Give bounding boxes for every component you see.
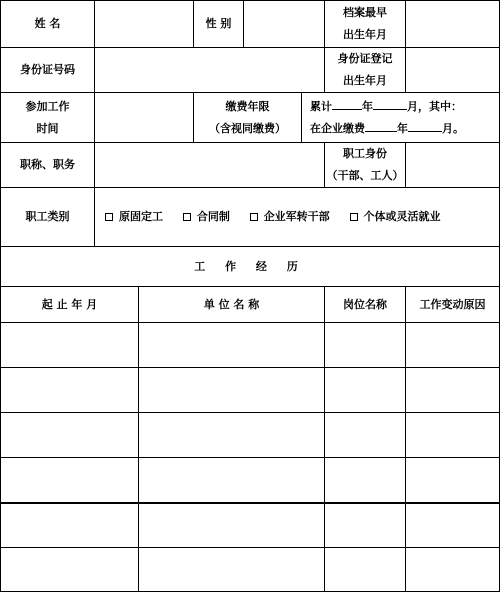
- history-reason-cell[interactable]: [406, 503, 500, 548]
- id-birth-label: [325, 48, 406, 93]
- id-number-label: 身份证号码: [1, 48, 95, 93]
- history-unit-cell[interactable]: [139, 323, 325, 368]
- category-label: 职工类别: [1, 188, 95, 247]
- header-reason: 工作变动原因: [406, 287, 500, 323]
- enterprise-year-unit: 年: [397, 121, 408, 135]
- archive-birth-label-line1: 档案最早: [343, 6, 387, 19]
- title-label: 职称、职务: [1, 143, 95, 188]
- work-start-label-line1: 参加工作: [25, 99, 70, 113]
- history-reason-cell[interactable]: [406, 458, 500, 503]
- identity-label-line2: （干部、工人）: [326, 169, 404, 182]
- identity-label-line1: 职工身份: [343, 147, 387, 160]
- history-unit-cell[interactable]: [139, 503, 325, 548]
- history-reason-cell[interactable]: [406, 323, 500, 368]
- total-prefix: 累计: [310, 99, 332, 113]
- history-period-cell[interactable]: [1, 458, 139, 503]
- option-contract: 合同制: [196, 210, 230, 223]
- enterprise-months-blank[interactable]: [408, 119, 442, 132]
- archive-birth-label-line2: 出生年月: [343, 28, 387, 41]
- archive-birth-field[interactable]: [406, 1, 500, 48]
- pay-years-label-line2: （含视同缴费）: [209, 121, 286, 135]
- option-military: 企业军转干部: [263, 210, 330, 223]
- enterprise-line: [310, 118, 499, 140]
- history-position-cell[interactable]: [325, 368, 406, 413]
- checkbox-freelance[interactable]: [350, 213, 358, 221]
- option-freelance: 个体或灵活就业: [363, 210, 441, 223]
- history-unit-cell[interactable]: [139, 413, 325, 458]
- total-line: [310, 96, 499, 118]
- name-field[interactable]: [95, 1, 194, 48]
- id-birth-field[interactable]: [406, 48, 500, 93]
- work-start-label: [1, 93, 95, 143]
- checkbox-contract[interactable]: [183, 213, 191, 221]
- work-start-label-line2: 时间: [36, 121, 59, 135]
- history-period-cell[interactable]: [1, 548, 139, 592]
- pay-years-label: [194, 93, 302, 143]
- category-options: [95, 188, 500, 247]
- pay-years-field[interactable]: [302, 93, 500, 143]
- history-position-cell[interactable]: [325, 548, 406, 592]
- history-period-cell[interactable]: [1, 503, 139, 548]
- history-period-cell[interactable]: [1, 413, 139, 458]
- id-birth-label-line1: 身份证登记: [337, 52, 393, 65]
- enterprise-years-blank[interactable]: [365, 119, 397, 132]
- total-years-blank[interactable]: [332, 97, 362, 110]
- checkbox-military[interactable]: [250, 213, 258, 221]
- history-position-cell[interactable]: [325, 323, 406, 368]
- gender-field[interactable]: [244, 1, 325, 48]
- total-year-unit: 年: [362, 99, 373, 113]
- id-birth-label-line2: 出生年月: [343, 74, 387, 87]
- archive-birth-label: [325, 1, 406, 48]
- work-history-title: 工 作 经 历: [1, 247, 500, 287]
- history-unit-cell[interactable]: [139, 458, 325, 503]
- identity-label: [325, 143, 406, 188]
- work-start-field[interactable]: [95, 93, 194, 143]
- pay-years-label-line1: 缴费年限: [225, 99, 270, 113]
- name-label: 姓 名: [1, 1, 95, 48]
- checkbox-fixed[interactable]: [105, 213, 113, 221]
- history-reason-cell[interactable]: [406, 413, 500, 458]
- history-position-cell[interactable]: [325, 413, 406, 458]
- history-unit-cell[interactable]: [139, 548, 325, 592]
- total-month-unit: 月，其中：: [407, 99, 462, 113]
- gender-label: 性 别: [194, 1, 244, 48]
- total-months-blank[interactable]: [373, 97, 407, 110]
- history-reason-cell[interactable]: [406, 368, 500, 413]
- history-period-cell[interactable]: [1, 368, 139, 413]
- enterprise-month-unit: 月。: [442, 121, 464, 135]
- id-number-field[interactable]: [95, 48, 325, 93]
- history-position-cell[interactable]: [325, 503, 406, 548]
- enterprise-prefix: 在企业缴费: [310, 121, 365, 135]
- history-period-cell[interactable]: [1, 323, 139, 368]
- title-field[interactable]: [95, 143, 325, 188]
- header-unit: 单 位 名 称: [139, 287, 325, 323]
- identity-field[interactable]: [406, 143, 500, 188]
- history-position-cell[interactable]: [325, 458, 406, 503]
- history-reason-cell[interactable]: [406, 548, 500, 592]
- header-position: 岗位名称: [325, 287, 406, 323]
- history-unit-cell[interactable]: [139, 368, 325, 413]
- header-period: 起 止 年 月: [1, 287, 139, 323]
- option-fixed: 原固定工: [119, 210, 163, 223]
